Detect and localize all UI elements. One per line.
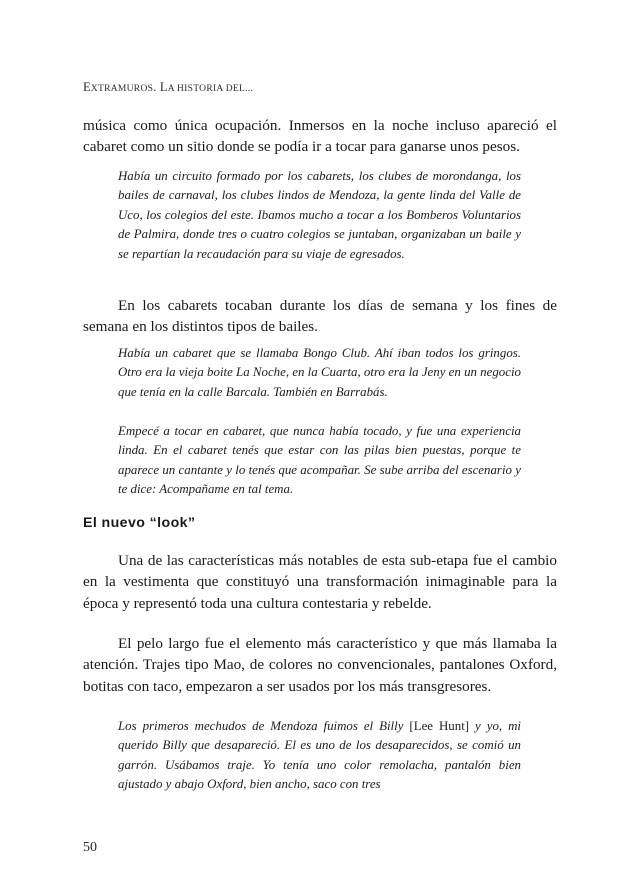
paragraph-2: En los cabarets tocaban durante los días de semana y los fines de semana en los distintos tipos de bailes. [83, 297, 557, 336]
running-head-cap-1: E [83, 80, 91, 94]
quote-4-end: y yo, mi querido Billy que desapareció. El es uno de los desaparecidos, se comió un garrón. Usábamos traje. Yo tenía uno color remolacha, pantalón bien ajustado y abajo Oxford, bien ancho, saco con tres [118, 719, 521, 792]
page-number: 50 [83, 840, 97, 855]
quote-4 [118, 717, 521, 795]
quote-4-start: Los primeros mechudos de Mendoza fuimos el Billy [118, 719, 404, 733]
paragraph-4: El pelo largo fue el elemento más característico y que más llamaba la atención. Trajes tipo Mao, de colores no convencionales, pantalones Oxford, botitas con taco, empezaron a ser usados por los más transgresores. [83, 635, 557, 695]
paragraph-1-container [83, 115, 557, 158]
running-head [83, 80, 253, 95]
quote-4-container [118, 717, 521, 795]
paragraph-2-container [83, 295, 557, 338]
paragraph-4-container [83, 633, 557, 697]
paragraph-3-container [83, 550, 557, 614]
running-head-smallcaps-1: XTRAMUROS [90, 84, 154, 94]
running-head-separator: . [153, 80, 160, 94]
quote-2: Había un cabaret que se llamaba Bongo Club. Ahí iban todos los gringos. Otro era la vieja boite La Noche, en la Cuarta, otro era la Jeny en un negocio que tenía en la calle Barcala. También en Barrabás. [118, 346, 521, 399]
section-title: El nuevo “look” [83, 515, 196, 531]
paragraph-3: Una de las características más notables de esta sub-etapa fue el cambio en la vestimenta que constituyó una transformación inimaginable para la época y representó toda una cultura contestaria y rebelde. [83, 552, 557, 612]
running-head-cap-2: L [159, 80, 168, 94]
quote-1: Había un circuito formado por los cabarets, los clubes de morondanga, los bailes de carnaval, los clubes lindos de Mendoza, la gente linda del Valle de Uco, los colegios del este. Ibamos mucho a tocar a los Bomberos Voluntarios de Palmira, donde tres o cuatro colegios se juntaban, organizaban un baile y se repartían la recaudación para su viaje de egresados. [118, 169, 521, 261]
quote-3-container [118, 422, 521, 500]
quote-2-container [118, 344, 521, 402]
quote-4-bracket: [Lee Hunt] [409, 719, 470, 733]
running-head-smallcaps-2: A HISTORIA DEL... [167, 84, 254, 94]
quote-3: Empecé a tocar en cabaret, que nunca había tocado, y fue una experiencia linda. En el cabaret tenés que estar con las pilas bien puestas, porque te aparece un cantante y lo tenés que acompañar. Se sube arriba del escenario y te dice: Acompañame en tal tema. [118, 424, 521, 497]
quote-1-container [118, 167, 521, 264]
paragraph-1: música como única ocupación. Inmersos en la noche incluso apareció el cabaret como un sitio donde se podía ir a tocar para ganarse unos pesos. [83, 117, 557, 156]
